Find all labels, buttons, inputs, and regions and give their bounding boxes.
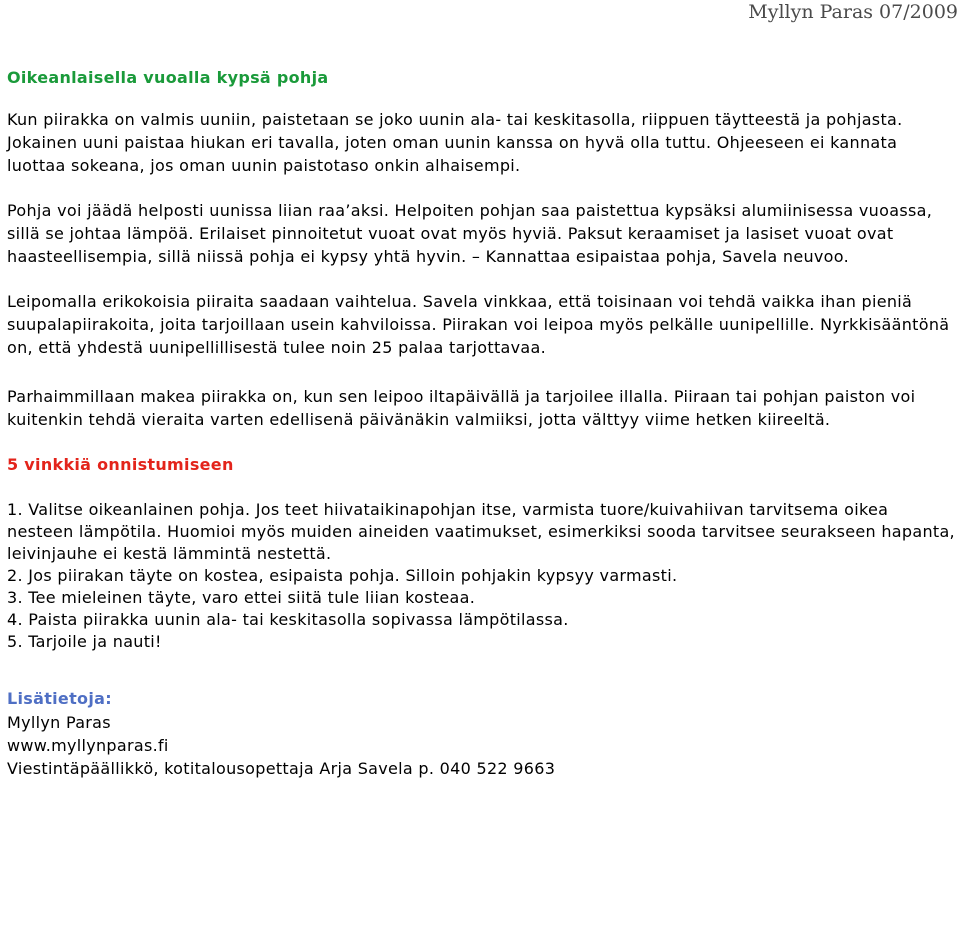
section-heading-tips: 5 vinkkiä onnistumiseen [7,455,234,474]
spacer [7,268,955,290]
spacer [7,359,955,385]
paragraph-serving-time: Parhaimmillaan makea piirakka on, kun sen leipoo iltapäivällä ja tarjoilee illalla. Piiraan tai pohjan paiston voi kuitenkin tehdä vieraita varten edellisenä päivänäkin valmiiksi, jotta välttyy viime hetken kiireeltä. [7,387,916,429]
tips-list [7,499,955,653]
contact-block [7,711,955,780]
paragraph-baking-level: Kun piirakka on valmis uuniin, paistetaan se joko uunin ala- tai keskitasolla, riippuen täytteestä ja pohjasta. Jokainen uuni paistaa hiukan eri tavalla, joten oman uunin kanssa on hyvä olla tuttu. Ohjeeseen ei kannata luottaa sokeana, jos oman uunin paistotaso onkin alhaisempi. [7,110,903,175]
document-body [7,66,955,780]
list-item: 3. Tee mieleinen täyte, varo ettei siitä tule liian kosteaa. [7,588,476,607]
spacer [7,431,955,453]
contact-company: Myllyn Paras [7,713,111,732]
spacer [7,177,955,199]
spacer [7,90,955,108]
list-item: 1. Valitse oikeanlainen pohja. Jos teet hiivataikinapohjan itse, varmista tuore/kuivahiivan tarvitsema oikea nesteen lämpötila. Huomioi myös muiden aineiden vaatimukset, esimerkiksi sooda tarvitsee seurakseen hapanta, leivinjauhe ei kestä lämmintä nestettä. [7,500,955,563]
paragraph-mold-types: Pohja voi jäädä helposti uunissa liian raa’aksi. Helpoiten pohjan saa paistettua kypsäksi alumiinisessa vuoassa, sillä se johtaa lämpöä. Erilaiset pinnoitetut vuoat ovat myös hyviä. Paksut keraamiset ja lasiset vuoat ovat haasteellisempia, sillä niissä pohja ei kypsy yhtä hyvin. – Kannattaa esipaistaa pohja, Savela neuvoo. [7,201,933,266]
contact-person: Viestintäpäällikkö, kotitalousopettaja Arja Savela p. 040 522 9663 [7,759,556,778]
page-header-label: Myllyn Paras 07/2009 [748,1,958,23]
list-item: 5. Tarjoile ja nauti! [7,632,162,651]
list-item: 4. Paista piirakka uunin ala- tai keskitasolla sopivassa lämpötilassa. [7,610,569,629]
spacer [7,653,955,687]
section-heading-contact: Lisätietoja: [7,689,112,708]
spacer [7,477,955,499]
contact-website-link[interactable]: www.myllynparas.fi [7,736,169,755]
list-item: 2. Jos piirakan täyte on kostea, esipaista pohja. Silloin pohjakin kypsyy varmasti. [7,566,678,585]
paragraph-pie-sizes: Leipomalla erikokoisia piiraita saadaan vaihtelua. Savela vinkkaa, että toisinaan voi tehdä vaikka ihan pieniä suupalapiirakoita, joita tarjoillaan usein kahviloissa. Piirakan voi leipoa myös pelkälle uunipellille. Nyrkkisääntönä on, että yhdestä uunipellillisestä tulee noin 25 palaa tarjottavaa. [7,292,950,357]
section-heading-mold: Oikeanlaisella vuoalla kypsä pohja [7,68,329,87]
